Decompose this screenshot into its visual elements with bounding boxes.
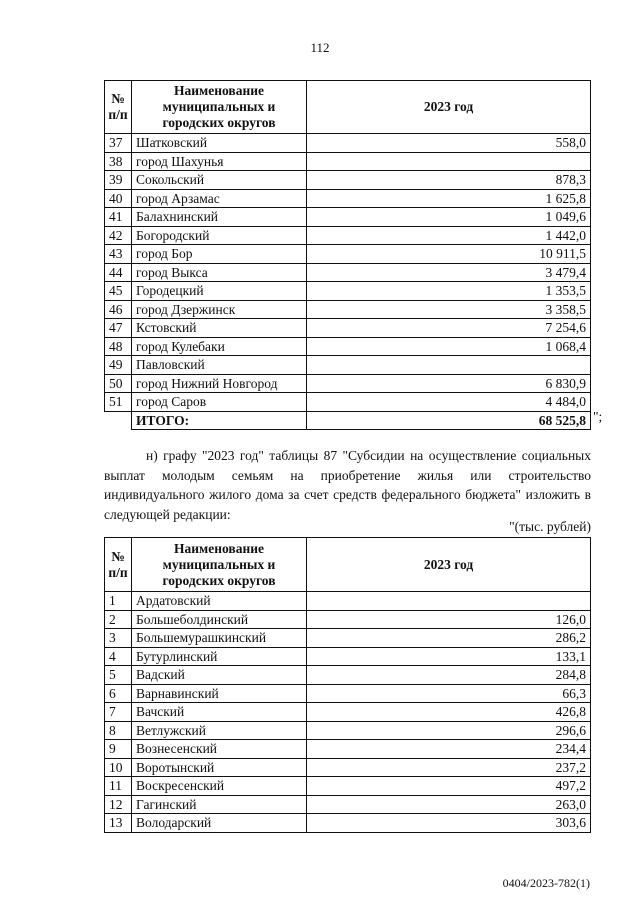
table-row bbox=[105, 795, 591, 814]
table-row bbox=[105, 319, 591, 338]
table-row bbox=[105, 263, 591, 282]
row-municipality: город Саров bbox=[132, 393, 307, 412]
row-number: 37 bbox=[105, 134, 132, 153]
row-number: 44 bbox=[105, 263, 132, 282]
table-row bbox=[105, 777, 591, 796]
row-number: 38 bbox=[105, 152, 132, 171]
row-municipality: Большемурашкинский bbox=[132, 629, 307, 648]
table-row bbox=[105, 610, 591, 629]
row-number: 5 bbox=[105, 666, 132, 685]
row-number: 8 bbox=[105, 721, 132, 740]
table-row bbox=[105, 356, 591, 375]
table-row bbox=[105, 189, 591, 208]
subsidy-table-87 bbox=[104, 537, 591, 833]
table-row bbox=[105, 814, 591, 833]
row-value: 286,2 bbox=[307, 629, 591, 648]
table-row bbox=[105, 647, 591, 666]
page-number: 112 bbox=[310, 40, 330, 55]
row-municipality: Гагинский bbox=[132, 795, 307, 814]
table-row bbox=[105, 300, 591, 319]
table-row bbox=[105, 684, 591, 703]
row-number: 12 bbox=[105, 795, 132, 814]
row-municipality: Городецкий bbox=[132, 282, 307, 301]
table-row bbox=[105, 629, 591, 648]
row-value: 126,0 bbox=[307, 610, 591, 629]
table-row bbox=[105, 171, 591, 190]
row-municipality: Шатковский bbox=[132, 134, 307, 153]
row-value: 558,0 bbox=[307, 134, 591, 153]
row-municipality: Варнавинский bbox=[132, 684, 307, 703]
row-municipality: Бутурлинский bbox=[132, 647, 307, 666]
row-municipality: город Дзержинск bbox=[132, 300, 307, 319]
row-value: 296,6 bbox=[307, 721, 591, 740]
row-value: 1 625,8 bbox=[307, 189, 591, 208]
row-value: 878,3 bbox=[307, 171, 591, 190]
row-municipality: Богородский bbox=[132, 226, 307, 245]
table-row bbox=[105, 208, 591, 227]
table-row bbox=[105, 666, 591, 685]
closing-quote: "; bbox=[593, 409, 603, 424]
table-row bbox=[105, 740, 591, 759]
total-value: 68 525,8 bbox=[307, 411, 591, 430]
row-value: 6 830,9 bbox=[307, 374, 591, 393]
header-number: № п/п bbox=[105, 538, 132, 592]
header-number: № п/п bbox=[105, 81, 132, 134]
row-value: 303,6 bbox=[307, 814, 591, 833]
row-number: 1 bbox=[105, 592, 132, 611]
row-number: 51 bbox=[105, 393, 132, 412]
row-number: 9 bbox=[105, 740, 132, 759]
row-number: 50 bbox=[105, 374, 132, 393]
document-code: 0404/2023-782(1) bbox=[502, 876, 590, 890]
row-municipality: Ветлужский bbox=[132, 721, 307, 740]
row-number: 49 bbox=[105, 356, 132, 375]
row-municipality: Воротынский bbox=[132, 758, 307, 777]
row-value bbox=[307, 152, 591, 171]
row-municipality: город Кулебаки bbox=[132, 337, 307, 356]
total-empty-cell bbox=[105, 411, 132, 430]
row-municipality: Балахнинский bbox=[132, 208, 307, 227]
subsidy-table-continued bbox=[104, 80, 591, 430]
row-value bbox=[307, 592, 591, 611]
row-number: 41 bbox=[105, 208, 132, 227]
row-number: 43 bbox=[105, 245, 132, 264]
row-value: 263,0 bbox=[307, 795, 591, 814]
row-value: 426,8 bbox=[307, 703, 591, 722]
row-municipality: Большеболдинский bbox=[132, 610, 307, 629]
row-value: 497,2 bbox=[307, 777, 591, 796]
row-value: 10 911,5 bbox=[307, 245, 591, 264]
amendment-paragraph: н) графу "2023 год" таблицы 87 "Субсидии на осуществление социальных выплат молодым семьям на приобретение жилья или строительство индивидуального жилого дома за счет средств федерального бюджета" изложить в следующей редакции: bbox=[104, 448, 591, 522]
row-number: 7 bbox=[105, 703, 132, 722]
row-municipality: город Шахунья bbox=[132, 152, 307, 171]
row-value: 1 068,4 bbox=[307, 337, 591, 356]
table-row bbox=[105, 226, 591, 245]
row-number: 39 bbox=[105, 171, 132, 190]
row-municipality: Вачский bbox=[132, 703, 307, 722]
row-value: 1 442,0 bbox=[307, 226, 591, 245]
table-row bbox=[105, 393, 591, 412]
row-number: 47 bbox=[105, 319, 132, 338]
table-row bbox=[105, 758, 591, 777]
row-value: 4 484,0 bbox=[307, 393, 591, 412]
row-municipality: Сокольский bbox=[132, 171, 307, 190]
row-municipality: Павловский bbox=[132, 356, 307, 375]
header-municipality: Наименование муниципальных и городских округов bbox=[132, 538, 307, 592]
row-value: 234,4 bbox=[307, 740, 591, 759]
total-row bbox=[105, 411, 591, 430]
row-number: 48 bbox=[105, 337, 132, 356]
row-municipality: Вадский bbox=[132, 666, 307, 685]
row-number: 42 bbox=[105, 226, 132, 245]
row-value: 7 254,6 bbox=[307, 319, 591, 338]
row-value: 3 479,4 bbox=[307, 263, 591, 282]
total-label: ИТОГО: bbox=[132, 411, 307, 430]
table-row bbox=[105, 337, 591, 356]
row-number: 10 bbox=[105, 758, 132, 777]
header-municipality: Наименование муниципальных и городских округов bbox=[132, 81, 307, 134]
row-number: 6 bbox=[105, 684, 132, 703]
header-year: 2023 год bbox=[307, 81, 591, 134]
table-row bbox=[105, 703, 591, 722]
row-number: 11 bbox=[105, 777, 132, 796]
table-row bbox=[105, 245, 591, 264]
unit-label: "(тыс. рублей) bbox=[509, 519, 591, 534]
row-municipality: Ардатовский bbox=[132, 592, 307, 611]
row-municipality: город Бор bbox=[132, 245, 307, 264]
row-number: 4 bbox=[105, 647, 132, 666]
row-municipality: Воскресенский bbox=[132, 777, 307, 796]
row-municipality: Володарский bbox=[132, 814, 307, 833]
row-value: 66,3 bbox=[307, 684, 591, 703]
table-row bbox=[105, 592, 591, 611]
table-row bbox=[105, 374, 591, 393]
row-number: 3 bbox=[105, 629, 132, 648]
row-municipality: Вознесенский bbox=[132, 740, 307, 759]
row-number: 46 bbox=[105, 300, 132, 319]
row-municipality: Кстовский bbox=[132, 319, 307, 338]
table-row bbox=[105, 134, 591, 153]
row-number: 45 bbox=[105, 282, 132, 301]
row-value: 3 358,5 bbox=[307, 300, 591, 319]
row-number: 40 bbox=[105, 189, 132, 208]
row-municipality: город Арзамас bbox=[132, 189, 307, 208]
table-row bbox=[105, 152, 591, 171]
row-municipality: город Нижний Новгород bbox=[132, 374, 307, 393]
table-row bbox=[105, 282, 591, 301]
row-value: 133,1 bbox=[307, 647, 591, 666]
row-value: 237,2 bbox=[307, 758, 591, 777]
header-year: 2023 год bbox=[307, 538, 591, 592]
row-municipality: город Выкса bbox=[132, 263, 307, 282]
row-number: 13 bbox=[105, 814, 132, 833]
row-value: 284,8 bbox=[307, 666, 591, 685]
row-number: 2 bbox=[105, 610, 132, 629]
table-row bbox=[105, 721, 591, 740]
row-value bbox=[307, 356, 591, 375]
row-value: 1 049,6 bbox=[307, 208, 591, 227]
row-value: 1 353,5 bbox=[307, 282, 591, 301]
